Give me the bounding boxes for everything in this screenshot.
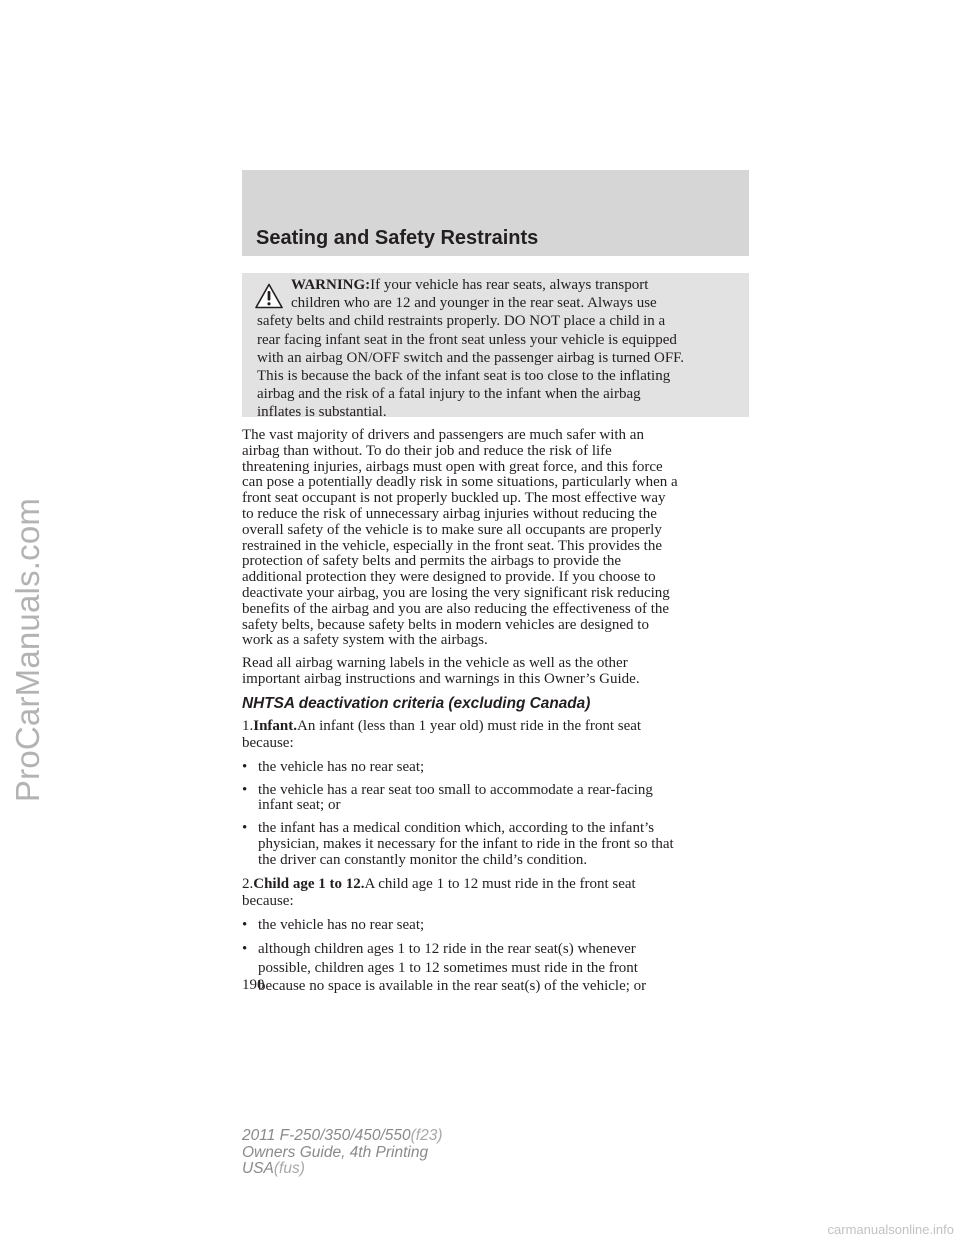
warning-line: inflates is substantial. xyxy=(257,404,387,421)
warning-line: safety belts and child restraints properly. DO NOT place a child in a xyxy=(257,313,666,330)
document-footer xyxy=(242,1128,443,1178)
side-watermark xyxy=(8,355,48,945)
criteria-heading: NHTSA deactivation criteria (excluding Canada) xyxy=(242,694,591,712)
warning-box xyxy=(242,273,749,421)
footer-model: 2011 F-250/350/450/550 xyxy=(242,1127,411,1144)
section-title: Seating and Safety Restraints xyxy=(256,227,539,249)
criteria-item-infant: 1.Infant.An infant (less than 1 year old) must ride in the front seat because: xyxy=(242,717,642,752)
section-header xyxy=(242,170,749,256)
warning-line: airbag and the risk of a fatal injury to the infant when the airbag xyxy=(257,386,641,403)
footer-market: USA xyxy=(242,1160,274,1177)
warning-label: WARNING: xyxy=(291,277,371,293)
side-watermark-text: ProCarManuals.com xyxy=(9,497,47,803)
warning-text xyxy=(257,276,742,422)
list-item: • although children ages 1 to 12 ride in the rear seat(s) whenever possible, children ages 1 to 12 sometimes must ride in the front because no space is available in the rear seat(s) of the vehicle; or xyxy=(242,941,647,995)
page-number: 190 xyxy=(242,977,265,993)
list-item: • the infant has a medical condition which, according to the infant’s physician, makes it necessary for the infant to ride in the front so that the driver can constantly monitor the child’s condition. xyxy=(242,820,674,868)
body-content xyxy=(242,428,757,1003)
footer-edition: Owners Guide, 4th Printing xyxy=(242,1143,429,1161)
list-item: • the vehicle has a rear seat too small to accommodate a rear-facing infant seat; or xyxy=(242,781,653,814)
list-item: • the vehicle has no rear seat; xyxy=(242,916,425,933)
footer-model-code: (f23) xyxy=(410,1127,443,1144)
warning-line: children who are 12 and younger in the rear seat. Always use xyxy=(291,295,657,312)
warning-line: with an airbag ON/OFF switch and the passenger airbag is turned OFF. xyxy=(257,349,685,366)
criteria-item-child: 2.Child age 1 to 12.A child age 1 to 12 must ride in the front seat because: xyxy=(242,875,636,910)
warning-line: rear facing infant seat in the front seat unless your vehicle is equipped xyxy=(257,331,677,348)
paragraph-airbag-safety: The vast majority of drivers and passengers are much safer with an airbag than without. To do their job and reduce the risk of life threatening injuries, airbags must open with great force, and this force can pose a potentially deadly risk in some situations, particularly when a front seat occupant is not properly buckled up. The most effective way to reduce the risk of unnecessary airbag injuries without reducing the overall safety of the vehicle is to make sure all occupants are properly restrained in the vehicle, especially in the front seat. This provides the protection of safety belts and permits the airbags to provide the additional protection they were designed to provide. If you choose to deactivate your airbag, you are losing the very significant risk reducing benefits of the airbag and you are also reducing the effectiveness of the safety belts, because safety belts in modern vehicles are designed to work as a safety system with the airbags. xyxy=(242,427,678,649)
paragraph-warning-labels: Read all airbag warning labels in the vehicle as well as the other important airbag instructions and warnings in this Owner’s Guide. xyxy=(242,655,640,687)
footer-market-code: (fus) xyxy=(273,1160,305,1177)
bottom-watermark: carmanualsonline.info xyxy=(827,1222,954,1237)
warning-line: WARNING:If your vehicle has rear seats, always transport xyxy=(291,277,649,293)
warning-line: This is because the back of the infant seat is too close to the inflating xyxy=(257,368,671,385)
list-item: • the vehicle has no rear seat; xyxy=(242,758,425,775)
